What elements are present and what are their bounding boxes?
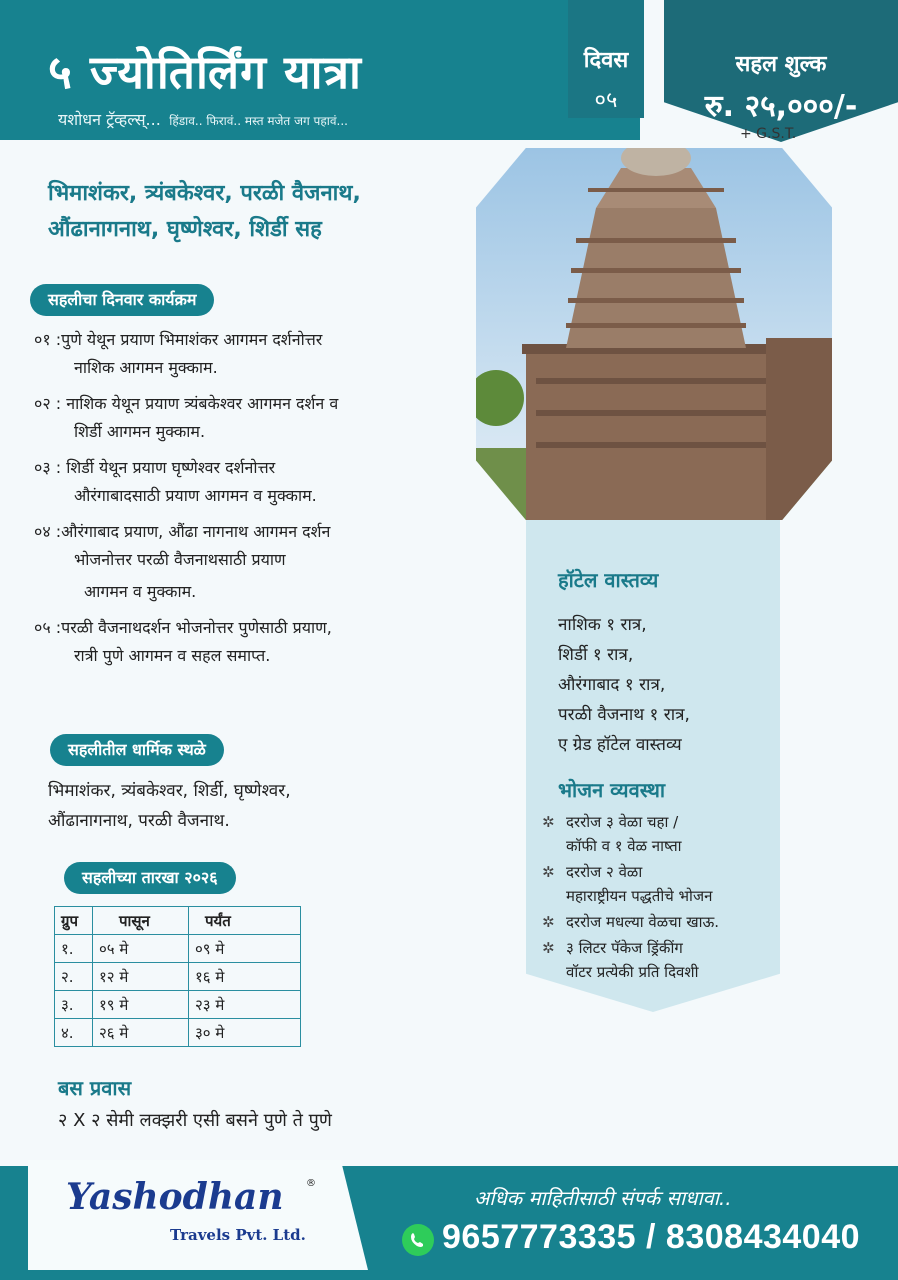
page-title: ५ ज्योतिर्लिंग यात्रा (48, 45, 362, 99)
table-row (55, 1019, 301, 1047)
list-item (542, 910, 772, 934)
table-cell: १६ मे (189, 963, 301, 991)
list-item: शिर्डी १ रात्र, (558, 645, 634, 665)
table-row (55, 935, 301, 963)
days-value: ०५ (594, 88, 618, 113)
day-text: नाशिक येथून प्रयाण त्र्यंबकेश्वर आगमन दर्शन व (61, 394, 339, 413)
hotel-list (558, 610, 690, 760)
table-cell: १. (55, 935, 93, 963)
places-list (48, 776, 448, 836)
day-number: ०१ : (34, 330, 62, 349)
table-header-row (55, 907, 301, 935)
col-header: पासून (93, 907, 189, 935)
star-bullet-icon: ✲ (542, 813, 555, 831)
day-text: औरंगाबाद प्रयाण, औंढा नागनाथ आगमन दर्शन (61, 522, 331, 541)
list-item: परळी वैजनाथ १ रात्र, (558, 705, 690, 725)
itinerary-day (34, 326, 464, 382)
food-title: भोजन व्यवस्था (558, 778, 666, 802)
route-heading (48, 176, 468, 248)
company-logo: Yashodhan (66, 1176, 284, 1218)
table-cell: २६ मे (93, 1019, 189, 1047)
slogan: हिंडाव.. फिरावं.. मस्त मजेत जग पहावं... (169, 114, 348, 128)
list-item: ए ग्रेड हॉटेल वास्तव्य (558, 735, 682, 755)
tagline (58, 108, 348, 130)
price-value: रु. २५,०००/- (704, 89, 858, 124)
food-line: दररोज ३ वेळा चहा / (566, 813, 679, 831)
day-number: ०३ : (34, 458, 62, 477)
contact-label: अधिक माहितीसाठी संपर्क साधावा.. (474, 1186, 732, 1210)
food-line: वॉटर प्रत्येकी प्रति दिवशी (566, 963, 699, 981)
star-bullet-icon: ✲ (542, 939, 555, 957)
food-list (542, 810, 772, 986)
day-text: परळी वैजनाथदर्शन भोजनोत्तर पुणेसाठी प्रयाण, (61, 618, 332, 637)
list-item (542, 860, 772, 908)
day-text-cont: शिर्डी आगमन मुक्काम. (74, 422, 206, 441)
day-text-cont: रात्री पुणे आगमन व सहल समाप्त. (74, 646, 271, 665)
table-cell: १९ मे (93, 991, 189, 1019)
table-row (55, 991, 301, 1019)
bus-title: बस प्रवास (58, 1076, 132, 1100)
day-text-cont: औरंगाबादसाठी प्रयाण आगमन व मुक्काम. (74, 486, 317, 505)
col-header: पर्यंत (189, 907, 301, 935)
brand-name: यशोधन ट्रॅव्हल्स्... (58, 110, 161, 129)
phone-numbers[interactable]: 9657773335 / 8308434040 (442, 1218, 861, 1256)
price-label: सहल शुल्क (735, 52, 827, 77)
col-header: ग्रुप (55, 907, 93, 935)
table-row (55, 963, 301, 991)
itinerary-list (34, 326, 464, 678)
itinerary-day (34, 518, 464, 606)
table-cell: २३ मे (189, 991, 301, 1019)
star-bullet-icon: ✲ (542, 863, 555, 881)
registered-mark: ® (306, 1178, 316, 1189)
itinerary-day (34, 454, 464, 510)
places-line-2: औंढानागनाथ, परळी वैजनाथ. (48, 811, 230, 831)
itinerary-day (34, 390, 464, 446)
food-line: दररोज २ वेळा (566, 863, 643, 881)
star-bullet-icon: ✲ (542, 913, 555, 931)
food-line: महाराष्ट्रीयन पद्धतीचे भोजन (566, 887, 713, 905)
bus-text: २ X २ सेमी लक्झरी एसी बसने पुणे ते पुणे (58, 1110, 332, 1131)
temple-illustration (476, 148, 832, 520)
places-heading: सहलीतील धार्मिक स्थळे (50, 734, 224, 766)
food-line: कॉफी व १ वेळ नाष्ता (566, 837, 682, 855)
table-cell: ३० मे (189, 1019, 301, 1047)
day-text: पुणे येथून प्रयाण भिमाशंकर आगमन दर्शनोत्तर (61, 330, 323, 349)
day-number: ०४ : (34, 522, 62, 541)
table-cell: १२ मे (93, 963, 189, 991)
dates-heading: सहलीच्या तारखा २०२६ (64, 862, 236, 894)
days-label: दिवस (583, 48, 629, 73)
route-line-2: औंढानागनाथ, घृष्णेश्वर, शिर्डी सह (48, 217, 322, 242)
list-item (542, 936, 772, 984)
tax-note: + G.S.T. (740, 126, 797, 142)
day-number: ०२ : (34, 394, 62, 413)
hotel-title: हॉटेल वास्तव्य (558, 568, 659, 592)
food-line: दररोज मधल्या वेळचा खाऊ. (566, 913, 720, 931)
day-text-cont: भोजनोत्तर परळी वैजनाथसाठी प्रयाण (74, 550, 286, 569)
table-cell: ३. (55, 991, 93, 1019)
table-cell: ०५ मे (93, 935, 189, 963)
itinerary-heading: सहलीचा दिनवार कार्यक्रम (30, 284, 214, 316)
table-cell: ०९ मे (189, 935, 301, 963)
day-text-cont: आगमन व मुक्काम. (84, 582, 197, 601)
places-line-1: भिमाशंकर, त्र्यंबकेश्वर, शिर्डी, घृष्णेश्वर, (48, 781, 291, 801)
list-item (542, 810, 772, 858)
day-number: ०५ : (34, 618, 62, 637)
route-line-1: भिमाशंकर, त्र्यंबकेश्वर, परळी वैजनाथ, (48, 181, 361, 206)
list-item: नाशिक १ रात्र, (558, 615, 647, 635)
list-item: औरंगाबाद १ रात्र, (558, 675, 666, 695)
table-cell: ४. (55, 1019, 93, 1047)
temple-photo (476, 148, 832, 520)
food-line: ३ लिटर पॅकेज ड्रिंकींग (566, 939, 683, 957)
table-cell: २. (55, 963, 93, 991)
whatsapp-icon (402, 1224, 434, 1256)
day-text-cont: नाशिक आगमन मुक्काम. (74, 358, 218, 377)
dates-table (54, 906, 301, 1047)
itinerary-day (34, 614, 464, 670)
day-text: शिर्डी येथून प्रयाण घृष्णेश्वर दर्शनोत्तर (61, 458, 276, 477)
company-name: Travels Pvt. Ltd. (170, 1226, 306, 1244)
days-box (568, 0, 644, 118)
